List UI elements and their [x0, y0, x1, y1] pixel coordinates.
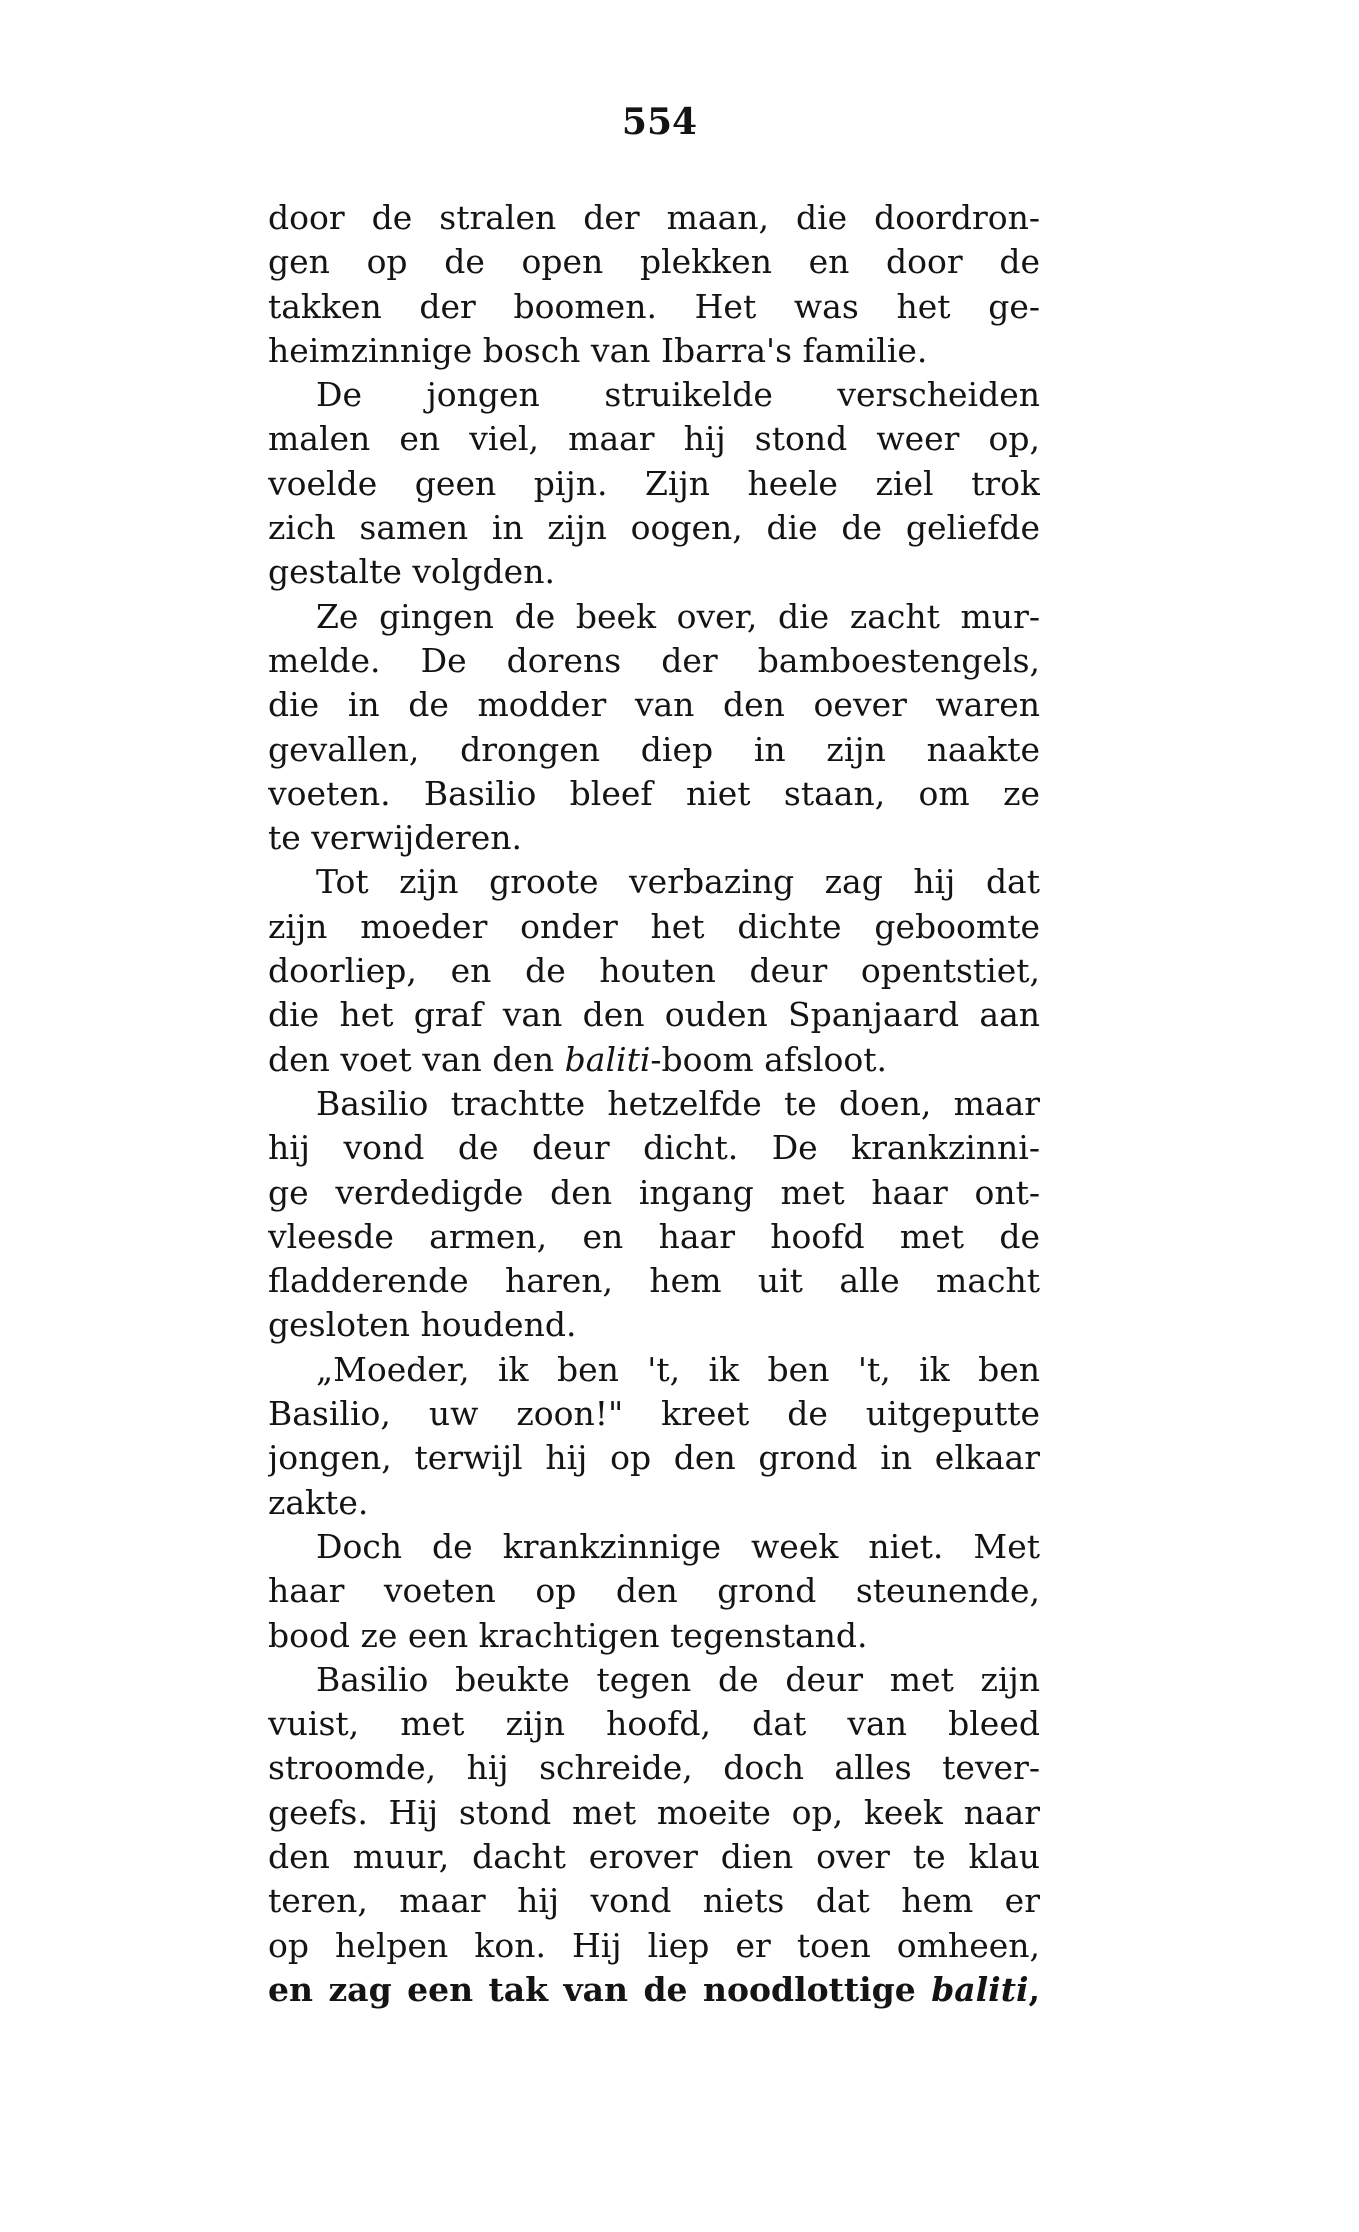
text-line	[268, 949, 1040, 993]
line-text: haar voeten op den grond steunende,	[268, 1571, 1040, 1611]
text-line	[268, 595, 1040, 639]
line-text-after: -boom afsloot.	[650, 1039, 888, 1079]
text-line	[268, 1082, 1040, 1126]
line-text: gen op de open plekken en door de	[268, 242, 1040, 282]
text-line	[268, 1126, 1040, 1170]
text-line	[268, 1481, 1040, 1525]
line-text: melde. De dorens der bamboestengels,	[268, 640, 1040, 680]
line-text: „Moeder, ik ben 't, ik ben 't, ik ben	[316, 1349, 1040, 1389]
text-line	[268, 240, 1040, 284]
text-line	[268, 1835, 1040, 1879]
line-text: teren, maar hij vond niets dat hem er	[268, 1881, 1040, 1921]
line-text: Basilio, uw zoon!" kreet de uitgeputte	[268, 1394, 1040, 1434]
line-text: doorliep, en de houten deur opentstiet,	[268, 951, 1040, 991]
line-text: gestalte volgden.	[268, 552, 555, 592]
line-text-after: ,	[1028, 1969, 1040, 2009]
line-text: vleesde armen, en haar hoofd met de	[268, 1216, 1040, 1256]
line-text: takken der boomen. Het was het ge-	[268, 286, 1040, 326]
text-line	[268, 1348, 1040, 1392]
text-line	[268, 993, 1040, 1037]
line-text: die het graf van den ouden Spanjaard aan	[268, 995, 1040, 1035]
text-line	[268, 1303, 1040, 1347]
line-text: Basilio trachtte hetzelfde te doen, maar	[316, 1083, 1040, 1123]
text-line	[268, 550, 1040, 594]
line-text: jongen, terwijl hij op den grond in elkaar	[268, 1438, 1040, 1478]
italic-word: baliti	[564, 1039, 651, 1079]
text-line	[268, 772, 1040, 816]
text-line	[268, 683, 1040, 727]
text-line	[268, 905, 1040, 949]
line-text: fladderende haren, hem uit alle macht	[268, 1261, 1040, 1301]
line-text: heimzinnige bosch van Ibarra's familie.	[268, 330, 928, 370]
line-text: hij vond de deur dicht. De krankzinni-	[268, 1128, 1040, 1168]
line-text: De jongen struikelde verscheiden	[316, 375, 1040, 415]
text-line	[268, 639, 1040, 683]
line-text: malen en viel, maar hij stond weer op,	[268, 419, 1040, 459]
text-line	[268, 1259, 1040, 1303]
text-line	[268, 1171, 1040, 1215]
text-line	[268, 285, 1040, 329]
page-number: 554	[621, 101, 698, 143]
text-line	[268, 728, 1040, 772]
line-text: die in de modder van den oever waren	[268, 685, 1040, 725]
line-text: gesloten houdend.	[268, 1305, 577, 1345]
line-text: Doch de krankzinnige week niet. Met	[316, 1526, 1040, 1566]
line-text: zakte.	[268, 1482, 369, 1522]
line-text: stroomde, hij schreide, doch alles tever-	[268, 1748, 1040, 1788]
line-text: zich samen in zijn oogen, die de geliefde	[268, 508, 1040, 548]
line-text: den voet van den	[268, 1039, 565, 1079]
line-text: Tot zijn groote verbazing zag hij dat	[316, 862, 1040, 902]
line-text: gevallen, drongen diep in zijn naakte	[268, 729, 1040, 769]
text-line	[268, 506, 1040, 550]
text-line	[268, 462, 1040, 506]
line-text: voeten. Basilio bleef niet staan, om ze	[268, 773, 1040, 813]
line-text: ge verdedigde den ingang met haar ont-	[268, 1172, 1040, 1212]
text-line	[268, 816, 1040, 860]
text-line	[268, 1215, 1040, 1259]
line-text: Ze gingen de beek over, die zacht mur-	[316, 596, 1040, 636]
text-line	[268, 1614, 1040, 1658]
line-text: bood ze een krachtigen tegenstand.	[268, 1615, 868, 1655]
body-text	[268, 196, 1040, 2012]
text-line	[268, 1658, 1040, 1702]
text-line	[268, 860, 1040, 904]
italic-word: baliti	[931, 1969, 1029, 2009]
text-line	[268, 1525, 1040, 1569]
text-line	[268, 1924, 1040, 1968]
line-text: zijn moeder onder het dichte geboomte	[268, 906, 1040, 946]
text-line	[268, 196, 1040, 240]
line-text: geefs. Hij stond met moeite op, keek naar	[268, 1792, 1040, 1832]
text-line	[268, 417, 1040, 461]
text-line	[268, 1968, 1040, 2012]
text-line	[268, 1038, 1040, 1082]
text-line	[268, 1436, 1040, 1480]
text-line	[268, 1392, 1040, 1436]
text-line	[268, 329, 1040, 373]
text-line	[268, 1702, 1040, 1746]
line-text: voelde geen pijn. Zijn heele ziel trok	[268, 463, 1040, 503]
text-line	[268, 1746, 1040, 1790]
text-line	[268, 373, 1040, 417]
text-line	[268, 1569, 1040, 1613]
line-text: den muur, dacht erover dien over te klau	[268, 1836, 1040, 1876]
line-text: Basilio beukte tegen de deur met zijn	[316, 1659, 1040, 1699]
line-text: vuist, met zijn hoofd, dat van bleed	[268, 1704, 1040, 1744]
text-line	[268, 1791, 1040, 1835]
line-text: op helpen kon. Hij liep er toen omheen,	[268, 1925, 1040, 1965]
line-text: te verwijderen.	[268, 818, 522, 858]
text-line	[268, 1879, 1040, 1923]
line-text: door de stralen der maan, die doordron-	[268, 198, 1040, 237]
line-text: en zag een tak van de noodlottige	[268, 1969, 932, 2009]
